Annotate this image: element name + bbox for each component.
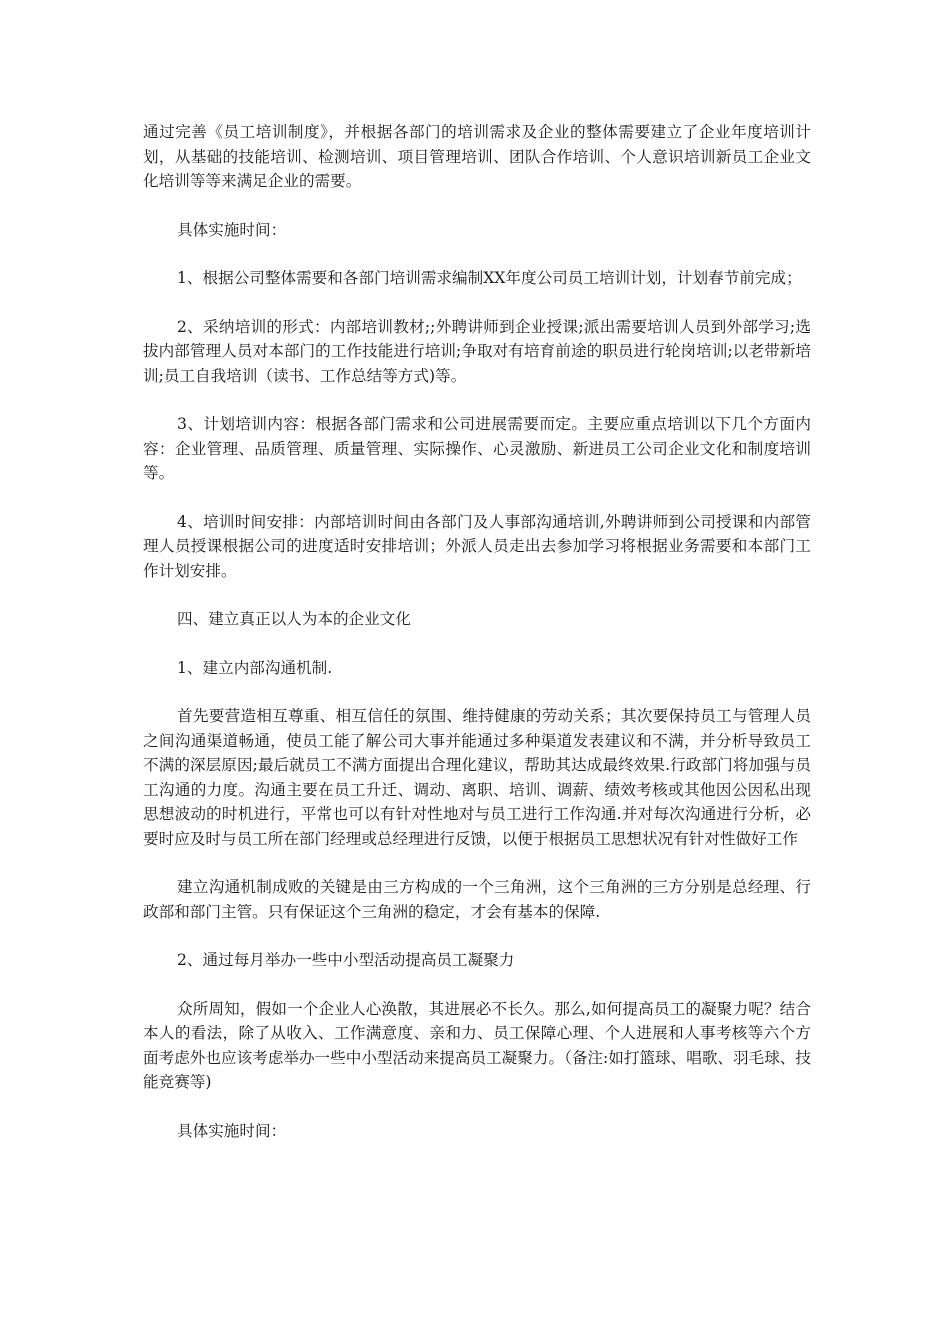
paragraph-triangle: 建立沟通机制成败的关键是由三方构成的一个三角洲，这个三角洲的三方分别是总经理、行政部和部门主管。只有保证这个三角洲的稳定，才会有基本的保障. [143, 878, 811, 921]
paragraph-schedule-heading-2: 具体实施时间： [177, 1121, 287, 1140]
paragraph-item-2: 2、采纳培训的形式：内部培训教材;;外聘讲师到企业授课;派出需要培训人员到外部学习;选拔内部管理人员对本部门的工作技能进行培训;争取对有培育前途的职员进行轮岗培训;以老带新培训;员工自我培训（读书、工作总结等方式)等。 [143, 317, 811, 385]
paragraph-training-system: 通过完善《员工培训制度》，并根据各部门的培训需求及企业的整体需要建立了企业年度培训计划，从基础的技能培训、检测培训、项目管理培训、团队合作培训、个人意识培训新员工企业文化培训等等来满足企业的需要。 [143, 123, 811, 190]
section-heading-culture: 四、建立真正以人为本的企业文化 [177, 610, 411, 628]
subheading-communication: 1、建立内部沟通机制. [177, 658, 333, 677]
document-page [143, 120, 811, 1167]
paragraph-communication-detail: 首先要营造相互尊重、相互信任的氛围、维持健康的劳动关系；其次要保持员工与管理人员之间沟通渠道畅通，使员工能了解公司大事并能通过多种渠道发表建议和不满，并分析导致员工不满的深层原因;最后就员工不满方面提出合理化建议，帮助其达成最终效果.行政部门将加强与员工沟通的力度。沟通主要在员工升迁、调动、离职、培训、调薪、绩效考核或其他因公因私出现思想波动的时机进行，平常也可以有针对性地对与员工进行工作沟通.并对每次沟通进行分析，必要时应及时与员工所在部门经理或总经理进行反馈，以便于根据员工思想状况有针对性做好工作 [143, 707, 811, 848]
paragraph-item-1: 1、根据公司整体需要和各部门培训需求编制XX年度公司员工培训计划，计划春节前完成； [177, 269, 802, 287]
subheading-activities: 2、通过每月举办一些中小型活动提高员工凝聚力 [177, 951, 515, 969]
paragraph-item-4: 4、培训时间安排：内部培训时间由各部门及人事部沟通培训,外聘讲师到公司授课和内部管理人员授课根据公司的进度适时安排培训；外派人员走出去参加学习将根据业务需要和本部门工作计划安排。 [143, 512, 811, 580]
paragraph-item-3: 3、计划培训内容：根据各部门需求和公司进展需要而定。主要应重点培训以下几个方面内容：企业管理、品质管理、质量管理、实际操作、心灵激励、新进员工公司企业文化和制度培训等。 [143, 415, 811, 482]
paragraph-cohesion: 众所周知，假如一个企业人心涣散，其进展必不长久。那么,如何提高员工的凝聚力呢？结合本人的看法，除了从收入、工作满意度、亲和力、员工保障心理、个人进展和人事考核等六个方面考虑外也应该考虑举办一些中小型活动来提高员工凝聚力。（备注:如打篮球、唱歌、羽毛球、技能竞赛等) [143, 999, 811, 1091]
paragraph-schedule-heading: 具体实施时间： [177, 220, 287, 239]
